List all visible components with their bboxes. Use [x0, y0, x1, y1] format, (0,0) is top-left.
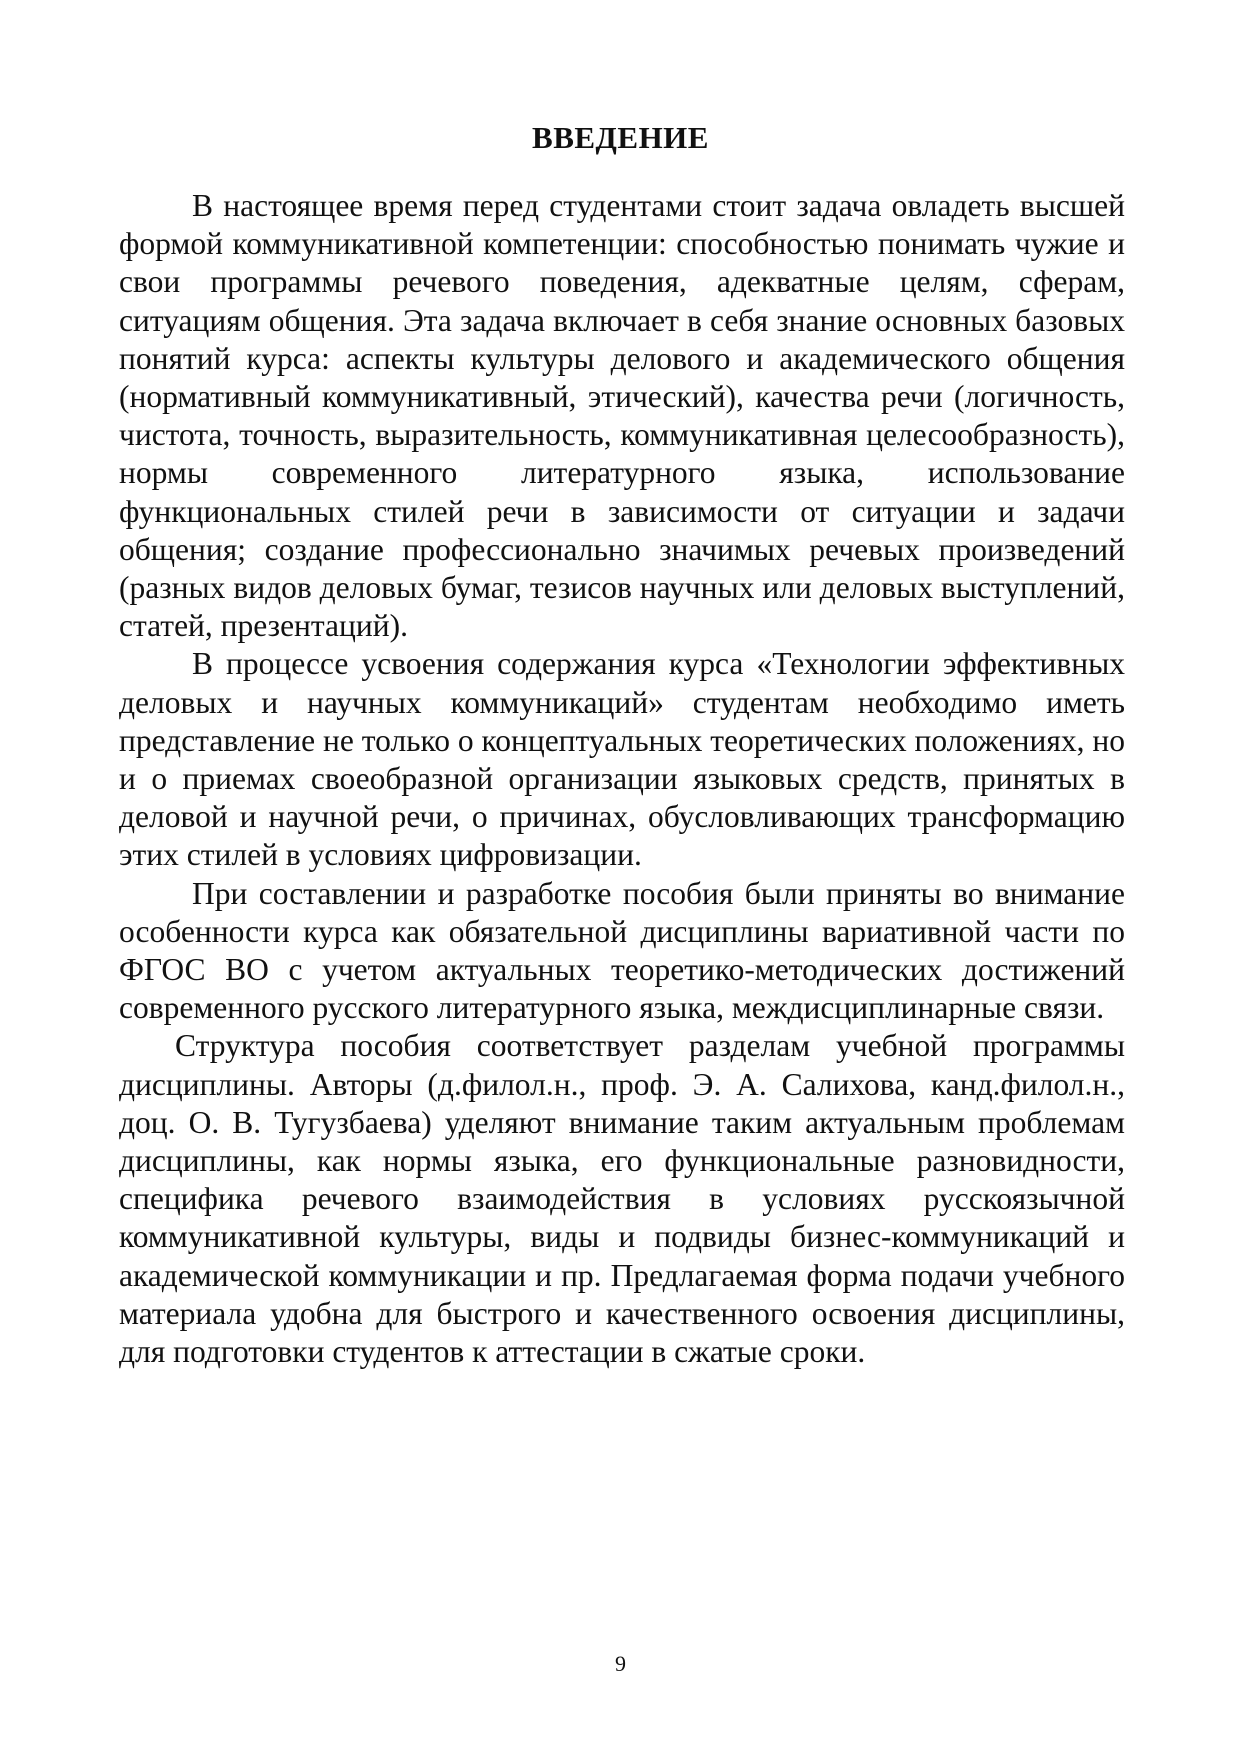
section-heading: ВВЕДЕНИЕ: [532, 120, 709, 155]
body-text: [119, 187, 1125, 1371]
paragraph-structure: Структура пособия соответствует разделам учебной программы дисциплины. Авторы (д.филол.н., проф. Э. А. Салихова, канд.филол.н., доц. О. В. Тугузбаева) уделяют внимание таким актуальным проблемам дисциплины, как нормы языка, его функциональные разновидности, специфика речевого взаимодействия в условиях русскоязычной коммуникативной культуры, виды и подвиды бизнес-коммуникаций и академической коммуникации и пр. Предлагаемая форма подачи учебного материала удобна для быстрого и качественного освоения дисциплины, для подготовки студентов к аттестации в сжатые сроки.: [119, 1028, 1125, 1370]
page-number: 9: [615, 1651, 626, 1676]
paragraph-development: При составлении и разработке пособия были приняты во внимание особенности курса как обязательной дисциплины вариативной части по ФГОС ВО с учетом актуальных теоретико-методических достижений современного русского литературного языка, междисциплинарные связи.: [119, 875, 1125, 1026]
paragraph-course: В процессе усвоения содержания курса «Технологии эффективных деловых и научных коммуникаций» студентам необходимо иметь представление не только о концептуальных теоретических положениях, но и о приемах своеобразной организации языковых средств, принятых в деловой и научной речи, о причинах, обусловливающих трансформацию этих стилей в условиях цифровизации.: [119, 646, 1125, 873]
paragraph-intro: В настоящее время перед студентами стоит задача овладеть высшей формой коммуникативной компетенции: способностью понимать чужие и свои программы речевого поведения, адекватные целям, сферам, ситуациям общения. Эта задача включает в себя знание основных базовых понятий курса: аспекты культуры делового и академического общения (нормативный коммуникативный, этический), качества речи (логичность, чистота, точность, выразительность, коммуникативная целесообразность), нормы современного литературного языка, использование функциональных стилей речи в зависимости от ситуации и задачи общения; создание профессионально значимых речевых произведений (разных видов деловых бумаг, тезисов научных или деловых выступлений, статей, презентаций).: [119, 188, 1125, 644]
